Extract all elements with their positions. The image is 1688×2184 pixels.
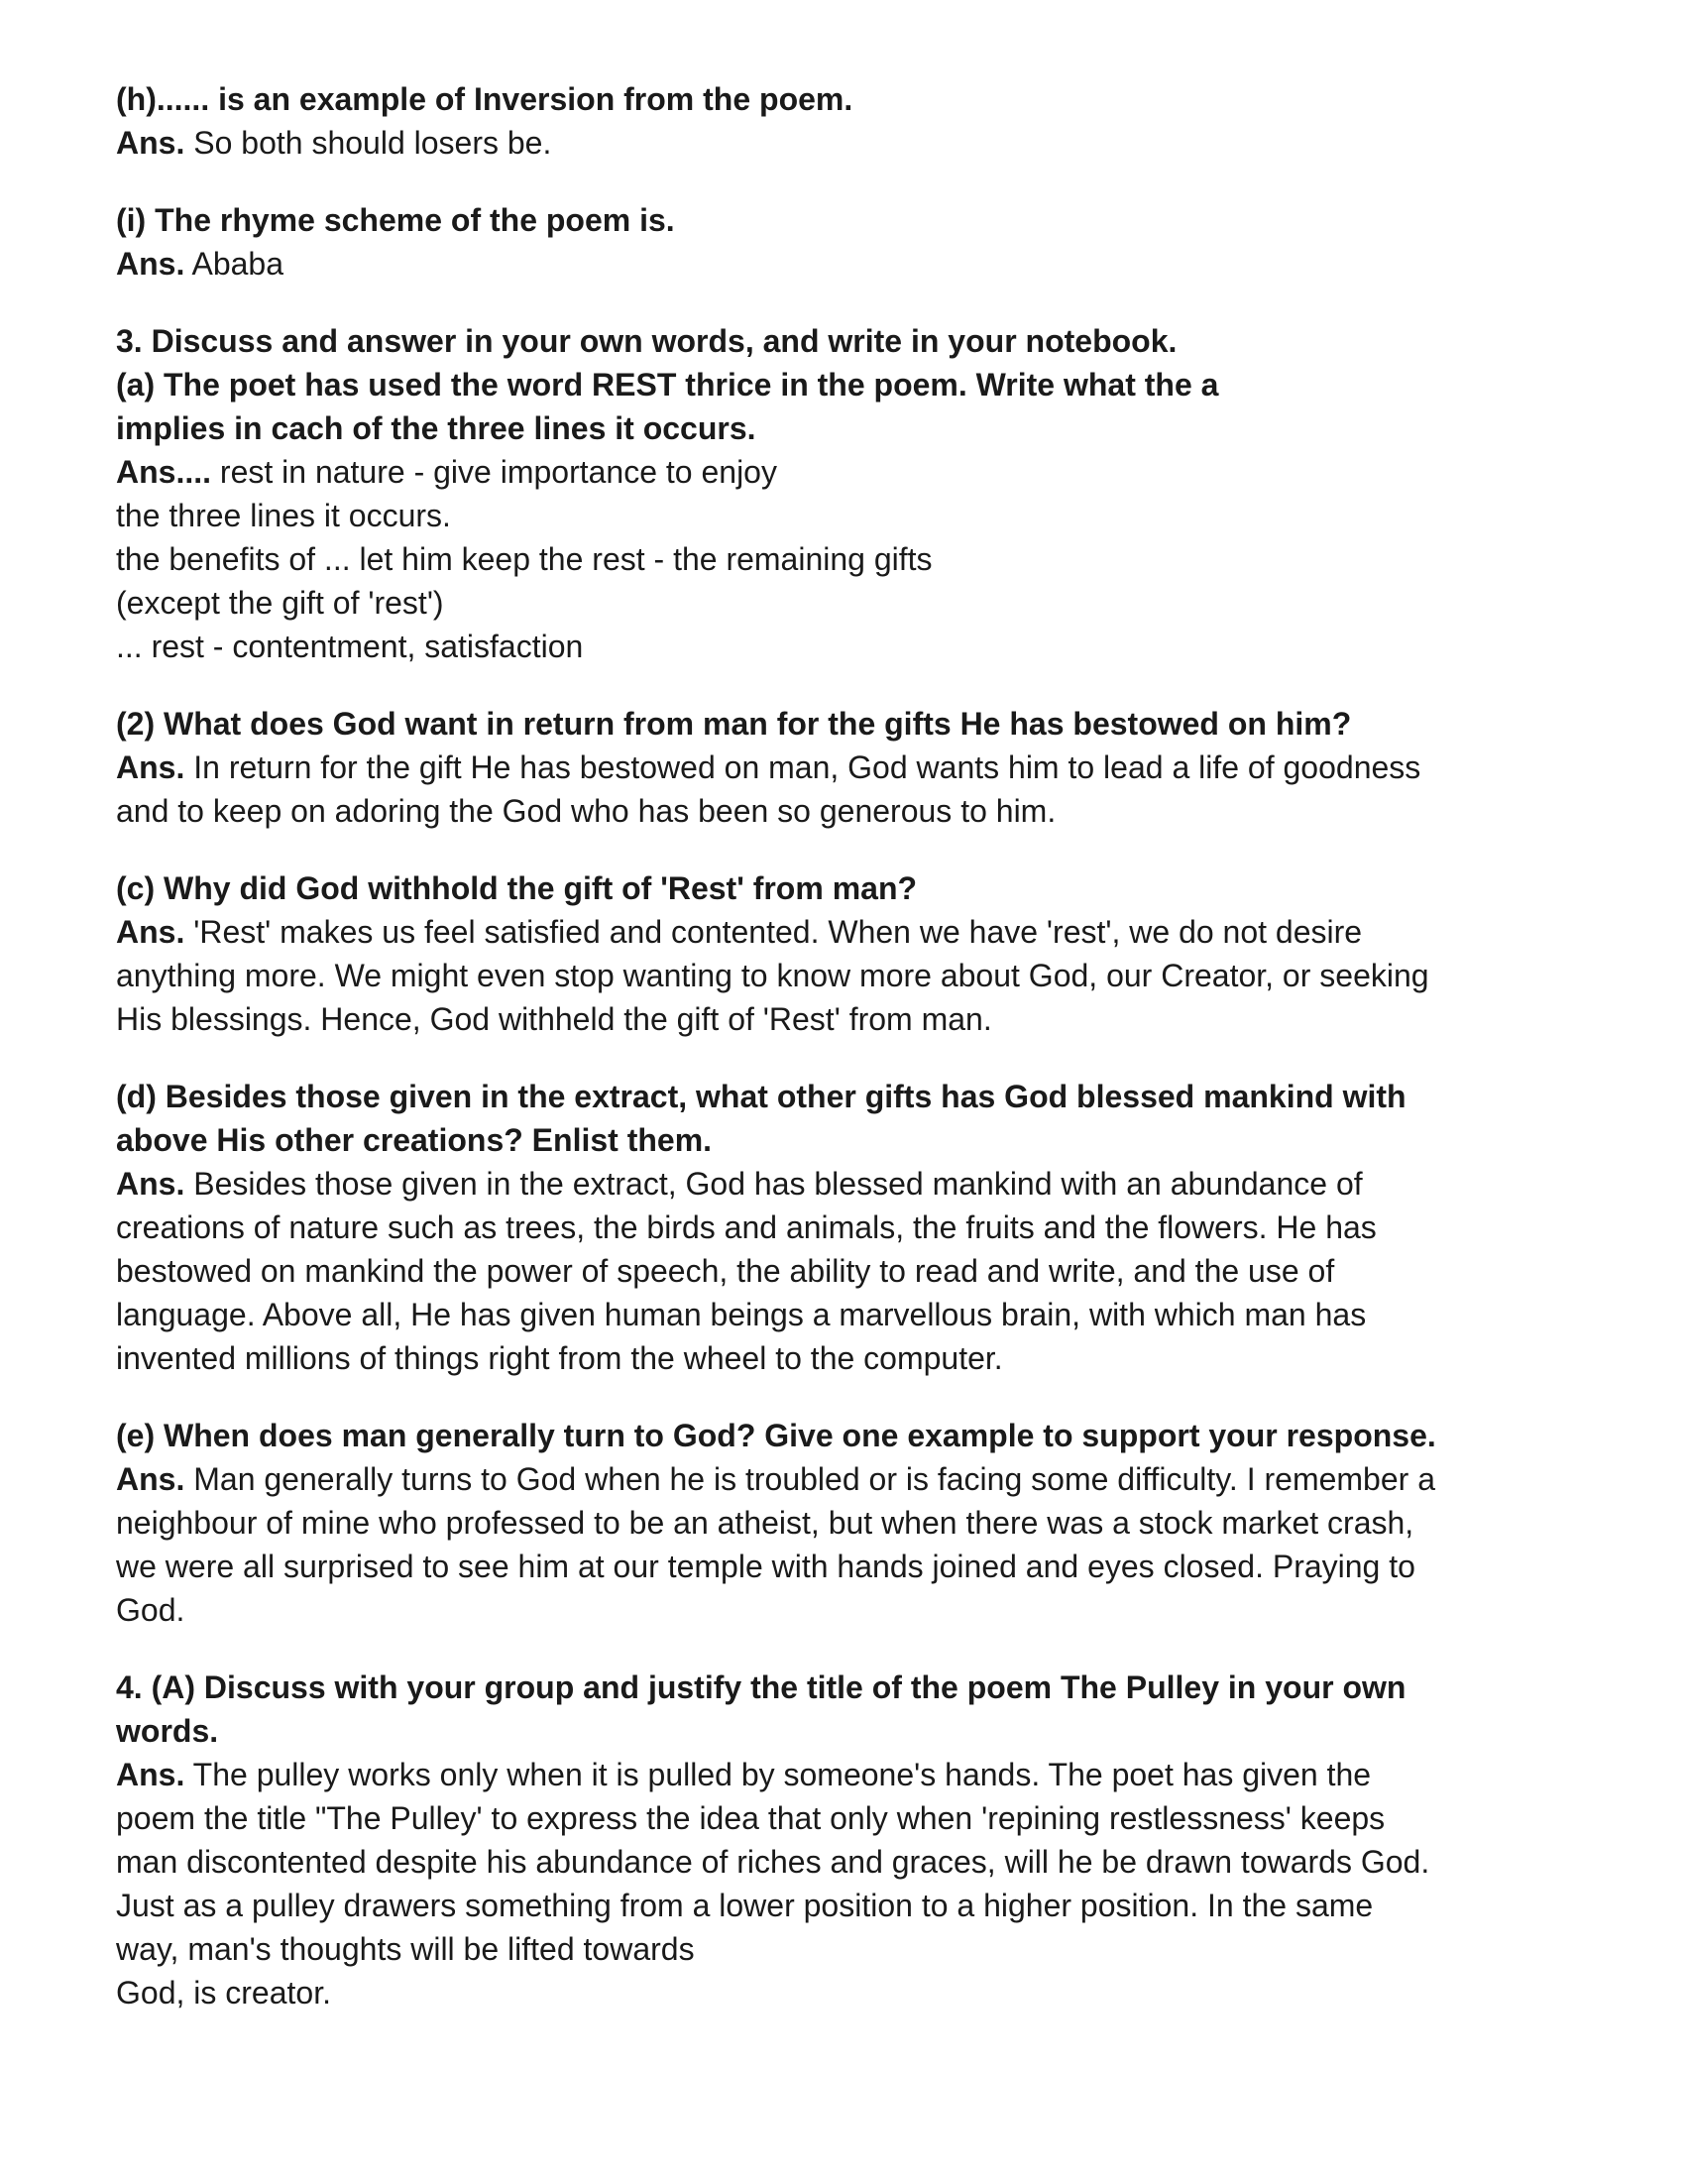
- qa-block: [116, 1666, 1603, 2014]
- answer-continuation-line: way, man's thoughts will be lifted towards: [116, 1931, 695, 1967]
- answer-label: Ans....: [116, 454, 212, 490]
- answer-continuation-line: we were all surprised to see him at our temple with hands joined and eyes closed. Praying to: [116, 1549, 1415, 1584]
- answer-continuation-line: and to keep on adoring the God who has been so generous to him.: [116, 793, 1057, 829]
- question-line: (i) The rhyme scheme of the poem is.: [116, 202, 675, 238]
- answer-continuation-line: invented millions of things right from the wheel to the computer.: [116, 1340, 1003, 1376]
- answer-line: [116, 121, 1603, 165]
- answer-line: [116, 1457, 1603, 1501]
- answer-continuation-line: (except the gift of 'rest'): [116, 585, 444, 621]
- document-page: [116, 77, 1603, 2048]
- answer-text: 'Rest' makes us feel satisfied and contented. When we have 'rest', we do not desire: [184, 914, 1363, 950]
- qa-block: [116, 1075, 1603, 1380]
- question-line: (h)...... is an example of Inversion from the poem.: [116, 81, 853, 117]
- answer-continuation-line: anything more. We might even stop wanting to know more about God, our Creator, or seeking: [116, 958, 1429, 993]
- answer-continuation-line: God.: [116, 1592, 185, 1628]
- qa-block: [116, 198, 1603, 286]
- qa-block: [116, 77, 1603, 165]
- answer-text: Ababa: [184, 246, 283, 282]
- answer-continuation-line: language. Above all, He has given human beings a marvellous brain, with which man has: [116, 1297, 1367, 1332]
- answer-label: Ans.: [116, 1166, 185, 1202]
- answer-continuation-line: creations of nature such as trees, the birds and animals, the fruits and the flowers. He has: [116, 1209, 1377, 1245]
- answer-line: [116, 746, 1603, 789]
- question-line: (a) The poet has used the word REST thrice in the poem. Write what the a: [116, 367, 1219, 402]
- question-line: (d) Besides those given in the extract, what other gifts has God blessed mankind with: [116, 1079, 1407, 1114]
- answer-text: rest in nature - give importance to enjoy: [211, 454, 777, 490]
- qa-block: [116, 319, 1603, 668]
- question-line: 3. Discuss and answer in your own words, and write in your notebook.: [116, 323, 1178, 359]
- answer-continuation-line: the benefits of ... let him keep the rest - the remaining gifts: [116, 541, 933, 577]
- answer-continuation-line: Just as a pulley drawers something from a lower position to a higher position. In the same: [116, 1888, 1374, 1923]
- answer-continuation-line: His blessings. Hence, God withheld the gift of 'Rest' from man.: [116, 1001, 992, 1037]
- answer-continuation-line: the three lines it occurs.: [116, 498, 451, 533]
- answer-label: Ans.: [116, 914, 185, 950]
- qa-block: [116, 866, 1603, 1041]
- question-line: implies in cach of the three lines it occurs.: [116, 410, 756, 446]
- answer-label: Ans.: [116, 125, 185, 161]
- answer-text: So both should losers be.: [184, 125, 552, 161]
- answer-continuation-line: man discontented despite his abundance of riches and graces, will he be drawn towards God.: [116, 1844, 1430, 1880]
- answer-text: Besides those given in the extract, God has blessed mankind with an abundance of: [184, 1166, 1363, 1202]
- answer-label: Ans.: [116, 1461, 185, 1497]
- question-line: 4. (A) Discuss with your group and justify the title of the poem The Pulley in your own: [116, 1669, 1407, 1705]
- question-line: (2) What does God want in return from man for the gifts He has bestowed on him?: [116, 706, 1352, 742]
- question-line: above His other creations? Enlist them.: [116, 1122, 713, 1158]
- answer-continuation-line: God, is creator.: [116, 1975, 331, 2011]
- question-line: (c) Why did God withhold the gift of 'Rest' from man?: [116, 870, 918, 906]
- answer-line: [116, 1162, 1603, 1206]
- answer-label: Ans.: [116, 749, 185, 785]
- answer-label: Ans.: [116, 1757, 185, 1792]
- question-line: words.: [116, 1713, 219, 1749]
- answer-continuation-line: neighbour of mine who professed to be an atheist, but when there was a stock market crash,: [116, 1505, 1414, 1541]
- qa-block: [116, 702, 1603, 833]
- answer-text: The pulley works only when it is pulled by someone's hands. The poet has given the: [184, 1757, 1372, 1792]
- answer-continuation-line: poem the title "The Pulley' to express the idea that only when 'repining restlessness' keeps: [116, 1800, 1386, 1836]
- answer-text: In return for the gift He has bestowed on man, God wants him to lead a life of goodness: [184, 749, 1421, 785]
- answer-text: Man generally turns to God when he is troubled or is facing some difficulty. I remember a: [184, 1461, 1435, 1497]
- qa-block: [116, 1414, 1603, 1632]
- answer-label: Ans.: [116, 246, 185, 282]
- answer-continuation-line: ... rest - contentment, satisfaction: [116, 629, 584, 664]
- answer-line: [116, 1753, 1603, 1796]
- question-line: (e) When does man generally turn to God? Give one example to support your response.: [116, 1418, 1436, 1453]
- answer-line: [116, 450, 1603, 494]
- answer-line: [116, 910, 1603, 954]
- answer-continuation-line: bestowed on mankind the power of speech, the ability to read and write, and the use of: [116, 1253, 1335, 1289]
- answer-line: [116, 242, 1603, 286]
